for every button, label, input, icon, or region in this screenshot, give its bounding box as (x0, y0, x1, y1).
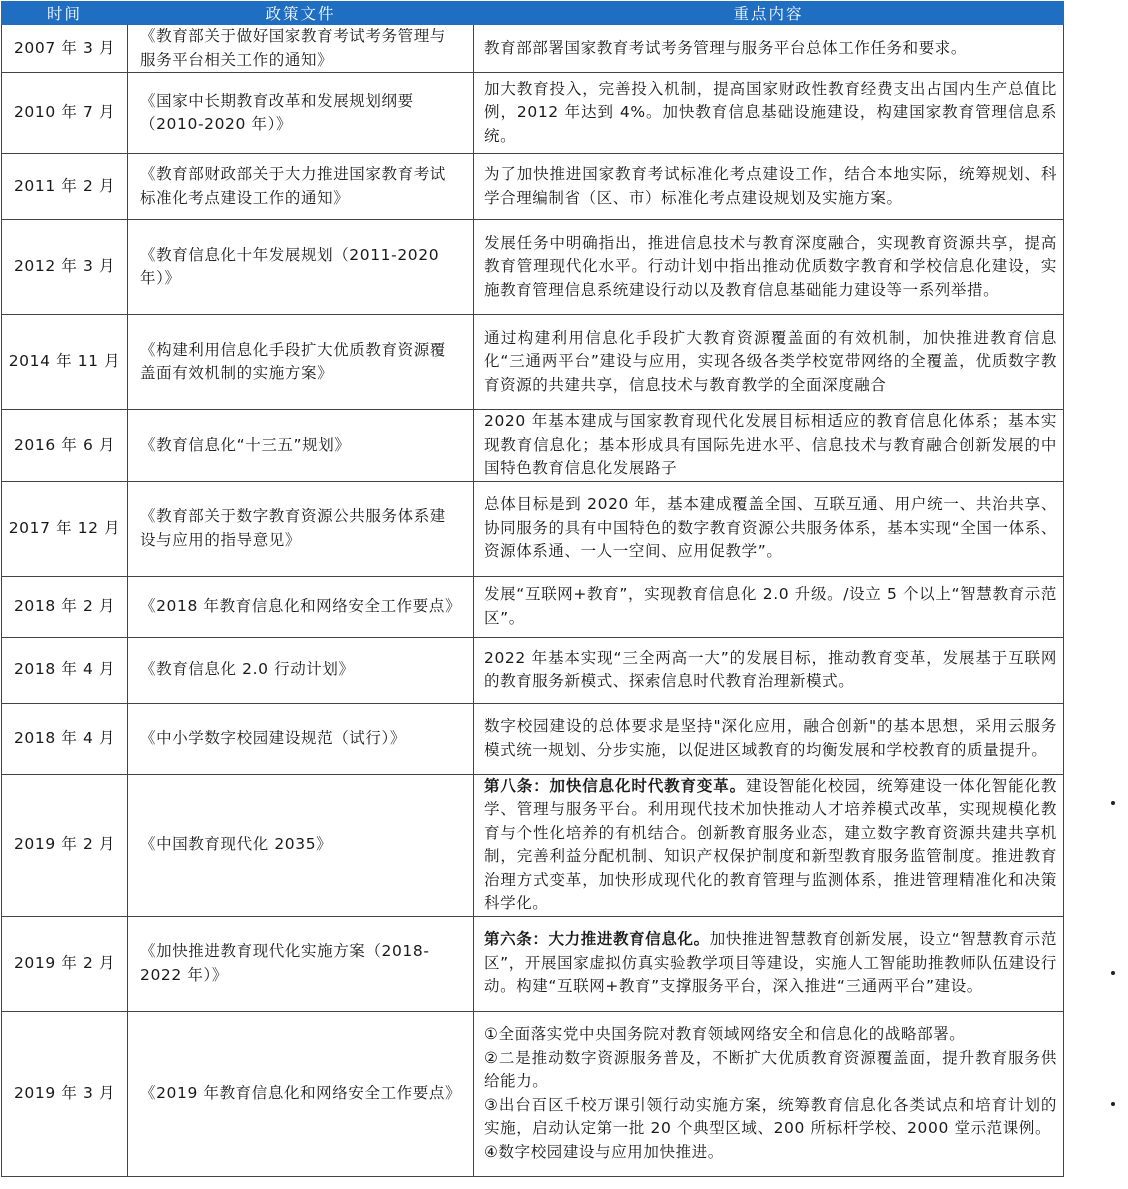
content-paragraph: 为了加快推进国家教育考试标准化考点建设工作，结合本地实际，统筹规划、科学合理编制省（区、市）标准化考点建设规划及实施方案。 (484, 165, 1057, 207)
cell-key-content (474, 637, 1064, 703)
cell-key-content (474, 916, 1064, 1011)
cell-time: 2014 年 11 月 (2, 315, 128, 410)
cell-key-content (474, 774, 1064, 916)
cell-time: 2019 年 3 月 (2, 1011, 128, 1176)
table-row (2, 154, 1064, 220)
table-row (2, 410, 1064, 482)
content-paragraph: 数字校园建设的总体要求是坚持"深化应用，融合创新"的基本思想，采用云服务模式统一规划、分步实施，以促进区域教育的均衡发展和学校教育的质量提升。 (484, 717, 1057, 759)
cell-key-content (474, 576, 1064, 637)
cell-time: 2012 年 3 月 (2, 220, 128, 315)
content-paragraph: ④数字校园建设与应用加快推进。 (484, 1142, 724, 1161)
cell-policy-document: 《国家中长期教育改革和发展规划纲要（2010-2020 年）》 (128, 73, 474, 154)
cell-key-content (474, 73, 1064, 154)
table-row (2, 576, 1064, 637)
cell-policy-document: 《教育部关于做好国家教育考试考务管理与服务平台相关工作的通知》 (128, 25, 474, 73)
cell-key-content (474, 25, 1064, 73)
cell-policy-document: 《教育信息化十年发展规划（2011-2020 年）》 (128, 220, 474, 315)
cell-key-content (474, 154, 1064, 220)
table-row (2, 315, 1064, 410)
content-lead-bold: 第八条：加快信息化时代教育变革。 (484, 776, 747, 795)
cell-policy-document: 《教育信息化“十三五”规划》 (128, 410, 474, 482)
margin-dot (1111, 801, 1115, 805)
table-row (2, 25, 1064, 73)
cell-time: 2019 年 2 月 (2, 916, 128, 1011)
table-row (2, 774, 1064, 916)
cell-policy-document: 《中国教育现代化 2035》 (128, 774, 474, 916)
cell-policy-document: 《中小学数字校园建设规范（试行）》 (128, 703, 474, 774)
content-paragraph: ②二是推动数字资源服务普及，不断扩大优质教育资源覆盖面，提升教育服务供给能力。 (484, 1048, 1057, 1090)
cell-policy-document: 《加快推进教育现代化实施方案（2018-2022 年）》 (128, 916, 474, 1011)
cell-key-content (474, 481, 1064, 576)
cell-time: 2018 年 4 月 (2, 637, 128, 703)
cell-key-content (474, 220, 1064, 315)
content-lead-bold: 第六条：大力推进教育信息化。 (484, 930, 710, 949)
table-row (2, 703, 1064, 774)
cell-policy-document: 《教育部财政部关于大力推进国家教育考试标准化考点建设工作的通知》 (128, 154, 474, 220)
cell-key-content (474, 703, 1064, 774)
table-row (2, 481, 1064, 576)
cell-key-content (474, 315, 1064, 410)
header-policy-document: 政策文件 (128, 2, 474, 25)
cell-key-content (474, 1011, 1064, 1176)
table-row (2, 1011, 1064, 1176)
cell-policy-document: 《2018 年教育信息化和网络安全工作要点》 (128, 576, 474, 637)
cell-key-content (474, 410, 1064, 482)
table-body (2, 25, 1064, 1177)
cell-time: 2011 年 2 月 (2, 154, 128, 220)
cell-time: 2017 年 12 月 (2, 481, 128, 576)
table-row (2, 637, 1064, 703)
header-key-content: 重点内容 (474, 2, 1064, 25)
cell-time: 2019 年 2 月 (2, 774, 128, 916)
cell-policy-document: 《教育部关于数字教育资源公共服务体系建设与应用的指导意见》 (128, 481, 474, 576)
content-paragraph: 加大教育投入，完善投入机制，提高国家财政性教育经费支出占国内生产总值比例，2012 年达到 4%。加快教育信息基础设施建设，构建国家教育管理信息系统。 (484, 79, 1057, 145)
header-time: 时间 (2, 2, 128, 25)
content-paragraph: 2022 年基本实现“三全两高一大”的发展目标，推动教育变革，发展基于互联网的教育服务新模式、探索信息时代教育治理新模式。 (484, 648, 1057, 690)
content-paragraph: 发展任务中明确指出，推进信息技术与教育深度融合，实现教育资源共享，提高教育管理现代化水平。行动计划中指出推动优质数字教育和学校信息化建设，实施教育管理信息系统建设行动以及教育信息基础能力建设等一系列举措。 (484, 233, 1057, 299)
cell-policy-document: 《构建利用信息化手段扩大优质教育资源覆盖面有效机制的实施方案》 (128, 315, 474, 410)
cell-time: 2018 年 2 月 (2, 576, 128, 637)
cell-policy-document: 《2019 年教育信息化和网络安全工作要点》 (128, 1011, 474, 1176)
cell-time: 2016 年 6 月 (2, 410, 128, 482)
header-row (2, 2, 1064, 25)
content-paragraph: 教育部部署国家教育考试考务管理与服务平台总体工作任务和要求。 (484, 38, 968, 57)
content-paragraph: 总体目标是到 2020 年，基本建成覆盖全国、互联互通、用户统一、共治共享、协同服务的具有中国特色的数字教育资源公共服务体系，基本实现“全国一体系、资源体系通、一人一空间、应用促教学”。 (484, 495, 1057, 561)
policy-table (1, 1, 1064, 1177)
content-paragraph: ③出台百区千校万课引领行动实施方案，统筹教育信息化各类试点和培育计划的实施，启动认定第一批 20 个典型区域、200 所标杆学校、2000 堂示范课例。 (484, 1095, 1057, 1137)
margin-dot (1111, 1102, 1115, 1106)
cell-time: 2018 年 4 月 (2, 703, 128, 774)
content-paragraph: 2020 年基本建成与国家教育现代化发展目标相适应的教育信息化体系；基本实现教育信息化；基本形成具有国际先进水平、信息技术与教育融合创新发展的中国特色教育信息化发展路子 (484, 412, 1057, 477)
content-paragraph: 发展“互联网+教育”，实现教育信息化 2.0 升级。/设立 5 个以上“智慧教育示范区”。 (484, 585, 1057, 627)
content-paragraph: 通过构建利用信息化手段扩大教育资源覆盖面的有效机制，加快推进教育信息化“三通两平台”建设与应用，实现各级各类学校宽带网络的全覆盖，优质数字教育资源的共建共享，信息技术与教育教学的全面深度融合 (484, 328, 1057, 394)
content-paragraph: 第八条：加快信息化时代教育变革。建设智能化校园，统筹建设一体化智能化教学、管理与服务平台。利用现代技术加快推动人才培养模式改革，实现规模化教育与个性化培养的有机结合。创新教育服务业态，建立数字教育资源共建共享机制，完善利益分配机制、知识产权保护制度和新型教育服务监管制度。推进教育治理方式变革，加快形成现代化的教育管理与监测体系，推进管理精准化和决策科学化。 (484, 776, 1058, 912)
table-row (2, 916, 1064, 1011)
content-paragraph: ①全面落实党中央国务院对教育领域网络安全和信息化的战略部署。 (484, 1025, 966, 1043)
table-row (2, 220, 1064, 315)
margin-dot (1111, 971, 1115, 975)
content-paragraph: 第六条：大力推进教育信息化。加快推进智慧教育创新发展，设立“智慧教育示范区”，开展国家虚拟仿真实验教学项目等建设，实施人工智能助推教师队伍建设行动。构建“互联网+教育”支撑服务平台，深入推进“三通两平台”建设。 (484, 930, 1057, 996)
cell-time: 2007 年 3 月 (2, 25, 128, 73)
table-row (2, 73, 1064, 154)
cell-time: 2010 年 7 月 (2, 73, 128, 154)
cell-policy-document: 《教育信息化 2.0 行动计划》 (128, 637, 474, 703)
